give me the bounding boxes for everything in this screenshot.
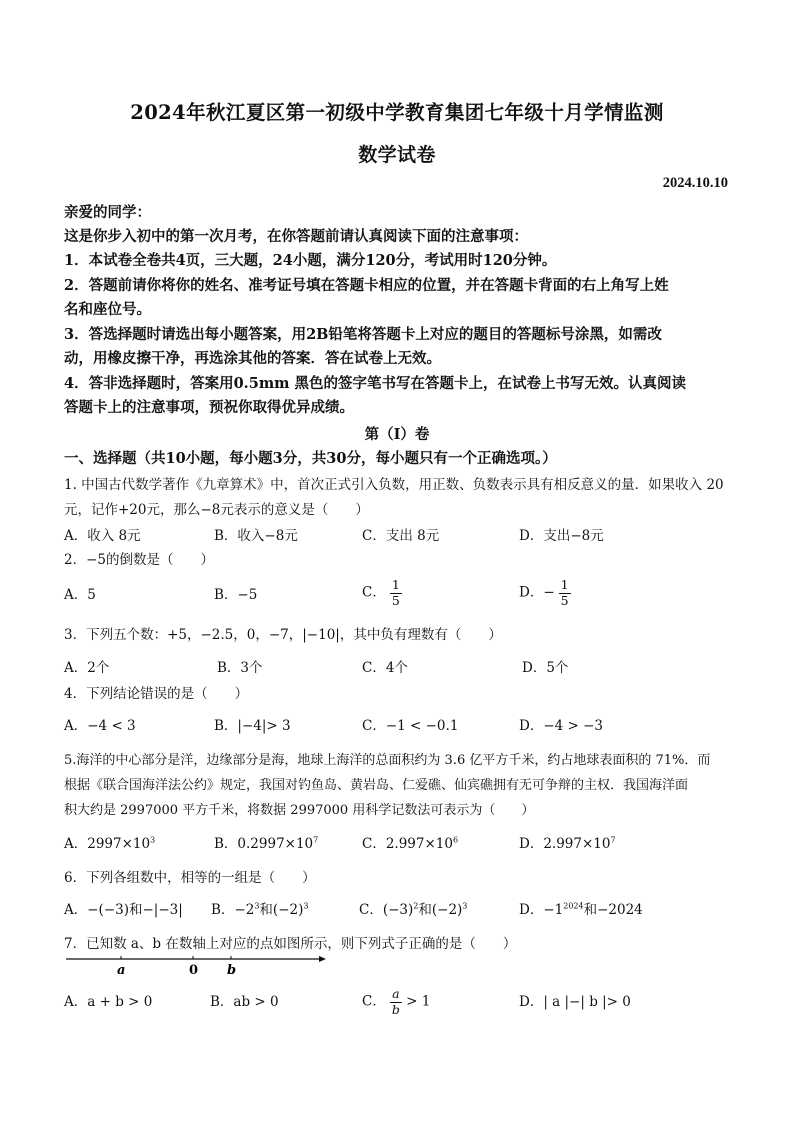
arrow-head-icon [319, 956, 326, 962]
number-line-figure [64, 955, 334, 979]
notice-item: 3．答选择题时请选出每小题答案，用2B铅笔将答题卡上对应的题目的答题标号涂黑，如需改 [64, 326, 662, 343]
exponent: 2 [413, 901, 419, 911]
exam-title: 2024年秋江夏区第一初级中学教育集团七年级十月学情监测 [130, 101, 664, 124]
question-3: 3．下列五个数：+5，−2.5，0，−7，|−10|，其中负有理数有（ ） [64, 627, 502, 643]
option-d: D．| a |−| b |> 0 [519, 994, 631, 1010]
option-d: D．5个 [522, 660, 569, 676]
option-d-part: 和−2024 [583, 902, 643, 918]
question-3-options [64, 656, 744, 680]
option-b-base: B．0.2997×10 [214, 836, 314, 852]
label-a: a [117, 963, 126, 978]
notice-item: 1．本试卷全卷共4页，三大题，24小题，满分120分，考试用时120分钟。 [64, 252, 557, 269]
option-c: C．4个 [362, 660, 408, 676]
option-b: B．收入−8元 [214, 528, 298, 544]
option-c-part: C．(−3) [359, 902, 414, 918]
option-c-label: C． [362, 993, 386, 1010]
option-c [359, 898, 467, 918]
exam-subtitle: 数学试卷 [358, 144, 436, 166]
option-c: C．支出 8元 [362, 528, 440, 544]
option-a: A．a + b > 0 [64, 994, 153, 1010]
option-a: A．收入 8元 [64, 528, 141, 544]
option-b [211, 898, 308, 918]
exponent: 6 [452, 835, 459, 845]
fraction-numerator: 1 [560, 577, 569, 592]
option-a: A．2个 [64, 660, 110, 676]
question-5-options [64, 832, 744, 856]
option-d-base: D．2.997×10 [519, 836, 611, 852]
option-c-part: 和(−2) [418, 902, 463, 918]
option-d: D．支出−8元 [519, 528, 604, 544]
fraction-numerator: 1 [391, 577, 400, 592]
option-a: A．−(−3)和−|−3| [64, 902, 183, 918]
option-a-base: A．2997×10 [64, 836, 151, 852]
option-b: B．3个 [217, 660, 263, 676]
exponent: 3 [150, 835, 156, 845]
option-a: A．−4 < 3 [64, 718, 136, 734]
exponent: 3 [462, 901, 468, 911]
option-c [362, 578, 402, 608]
fraction-denominator: 5 [391, 592, 400, 608]
question-1-line2: 元，记作+20元，那么−8元表示的意义是（ ） [64, 502, 369, 518]
notice-item: 2．答题前请你将你的姓名、准考证号填在答题卡相应的位置，并在答题卡背面的右上角写上姓 [64, 277, 669, 294]
option-c-rest: > 1 [406, 993, 431, 1010]
option-b [214, 832, 318, 852]
question-7: 7．已知数 a、b 在数轴上对应的点如图所示，则下列式子正确的是（ ） [64, 936, 517, 952]
fraction-numerator: a [390, 987, 402, 1003]
exponent: 2024 [563, 901, 584, 911]
notice-item: 答题卡上的注意事项，预祝你取得优异成绩。 [64, 399, 354, 416]
option-c: C．−1 < −0.1 [362, 718, 459, 734]
notice-greeting: 亲爱的同学： [64, 204, 151, 221]
fraction [390, 987, 402, 1017]
exponent: 7 [313, 835, 319, 845]
question-5-line1: 5.海洋的中心部分是洋，边缘部分是海，地球上海洋的总面积约为 3.6 亿平方千米，约占地球表面积的 71%．而 [64, 753, 711, 768]
question-5-line3: 积大约是 2997000 平方千米，将数据 2997000 用科学记数法可表示为（ ） [64, 803, 535, 818]
option-d-part: D．−1 [519, 902, 564, 918]
question-2: 2．−5的倒数是（ ） [64, 552, 214, 568]
option-d-label: D．− [519, 584, 555, 601]
question-7-options [64, 987, 744, 1017]
option-c-base: C．2.997×10 [362, 836, 453, 852]
volume-title: 第（Ⅰ）卷 [364, 426, 430, 443]
question-6-options [64, 898, 744, 922]
option-b: B．−5 [214, 587, 258, 603]
question-5-line2: 根据《联合国海洋法公约》规定，我国对钓鱼岛、黄岩岛、仁爱礁、仙宾礁拥有无可争辩的主权．我国海洋面 [64, 778, 689, 793]
notice-item: 4．答非选择题时，答案用0.5mm 黑色的签字笔书写在答题卡上，在试卷上书写无效。认真阅读 [64, 375, 687, 392]
option-d [519, 832, 616, 852]
option-c [362, 987, 430, 1017]
option-d: D．−4 > −3 [519, 718, 604, 734]
option-d [519, 578, 571, 608]
label-b: b [227, 963, 237, 978]
section-heading: 一、选择题（共10小题，每小题3分，共30分，每小题只有一个正确选项。） [64, 450, 557, 467]
option-b-part: B．−2 [211, 902, 255, 918]
exponent: 7 [610, 835, 616, 845]
label-0: 0 [189, 963, 199, 978]
option-b-part: 和(−2) [259, 902, 304, 918]
question-4: 4．下列结论错误的是（ ） [64, 686, 249, 702]
fraction-denominator: 5 [560, 592, 569, 608]
question-4-options [64, 714, 744, 738]
question-2-options [64, 578, 744, 610]
exponent: 3 [254, 901, 260, 911]
fraction-denominator: b [391, 1001, 400, 1017]
notice-item: 动，用橡皮擦干净，再选涂其他的答案．答在试卷上无效。 [64, 350, 441, 367]
option-b: B．ab > 0 [210, 994, 279, 1010]
notice-intro: 这是你步入初中的第一次月考，在你答题前请认真阅读下面的注意事项： [64, 228, 528, 245]
fraction [559, 578, 571, 608]
exam-date: 2024.10.10 [662, 175, 728, 191]
option-b: B．|−4|> 3 [214, 718, 291, 734]
option-a: A．5 [64, 587, 96, 603]
option-c [362, 832, 458, 852]
option-c-label: C． [362, 584, 386, 601]
notice-item: 名和座位号。 [64, 301, 151, 318]
option-a [64, 832, 155, 852]
fraction [390, 578, 402, 608]
exponent: 3 [303, 901, 309, 911]
question-6: 6．下列各组数中，相等的一组是（ ） [64, 870, 316, 886]
question-1-options [64, 524, 744, 548]
option-d [519, 898, 643, 918]
question-1-line1: 1. 中国古代数学著作《九章算术》中，首次正式引入负数，用正数、负数表示具有相反意义的量．如果收入 20 [64, 477, 724, 493]
